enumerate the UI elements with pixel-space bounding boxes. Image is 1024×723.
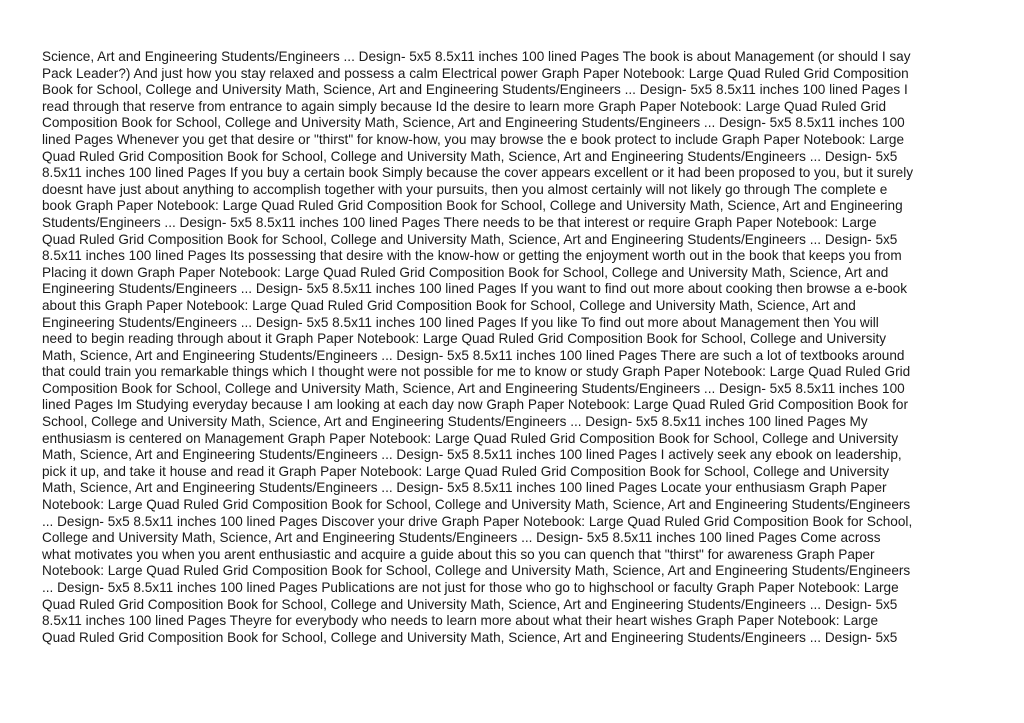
text-line: 8.5x11 inches 100 lined Pages If you buy a certain book Simply because the cover appears excellent or it had been proposed to you, but it surely <box>42 165 914 181</box>
text-line: Math, Science, Art and Engineering Students/Engineers ... Design- 5x5 8.5x11 inches 100 lined Pages I actively seek any ebook on leadership, <box>42 447 902 463</box>
text-line: School, College and University Math, Science, Art and Engineering Students/Engineers ... Design- 5x5 8.5x11 inches 100 lined Pages My <box>42 414 868 430</box>
text-line: College and University Math, Science, Art and Engineering Students/Engineers ... Design- 5x5 8.5x11 inches 100 lined Pages Come across <box>42 530 881 546</box>
text-line: 8.5x11 inches 100 lined Pages Theyre for everybody who needs to learn more about what their heart wishes Graph Paper Notebook: Large <box>42 613 879 629</box>
text-line: need to begin reading through about it Graph Paper Notebook: Large Quad Ruled Grid Composition Book for School, College and University <box>42 331 887 347</box>
text-line: Science, Art and Engineering Students/Engineers ... Design- 5x5 8.5x11 inches 100 lined Pages The book is about Management (or should I say <box>42 49 911 64</box>
text-line: doesnt have just about anything to accomplish together with your pursuits, then you almost certainly will not likely go through The complete e <box>42 181 888 197</box>
text-line: Placing it down Graph Paper Notebook: Large Quad Ruled Grid Composition Book for School, College and University Math, Science, Art and <box>42 264 889 280</box>
text-line: Math, Science, Art and Engineering Students/Engineers ... Design- 5x5 8.5x11 inches 100 lined Pages Locate your enthusiasm Graph Paper <box>42 480 887 496</box>
text-line: Students/Engineers ... Design- 5x5 8.5x11 inches 100 lined Pages There needs to be that interest or require Graph Paper Notebook: Large <box>42 214 877 230</box>
text-line: about this Graph Paper Notebook: Large Quad Ruled Grid Composition Book for School, College and University Math, Science, Art and <box>42 297 856 313</box>
text-line: ... Design- 5x5 8.5x11 inches 100 lined Pages Publications are not just for those who go to highschool or faculty Graph Paper Notebook: Large <box>42 580 899 595</box>
text-line: enthusiasm is centered on Management Graph Paper Notebook: Large Quad Ruled Grid Composition Book for School, College and University <box>42 430 899 446</box>
text-line: that could train you remarkable things which I thought were not possible for me to know or study Graph Paper Notebook: Large Quad Ruled Grid <box>42 364 911 380</box>
text-line: Math, Science, Art and Engineering Students/Engineers ... Design- 5x5 8.5x11 inches 100 lined Pages There are such a lot of textbooks around <box>42 347 905 363</box>
text-line: Composition Book for School, College and University Math, Science, Art and Engineering Students/Engineers ... Design- 5x5 8.5x11 inches 100 <box>42 115 905 131</box>
text-line: pick it up, and take it house and read it Graph Paper Notebook: Large Quad Ruled Grid Composition Book for School, College and University <box>42 463 890 479</box>
text-line: Quad Ruled Grid Composition Book for School, College and University Math, Science, Art and Engineering Students/Engineers ... Design- 5x5 <box>42 231 898 247</box>
body-text <box>42 49 992 646</box>
text-line: Quad Ruled Grid Composition Book for School, College and University Math, Science, Art and Engineering Students/Engineers ... Design- 5x5 <box>42 148 898 164</box>
text-line: Notebook: Large Quad Ruled Grid Composition Book for School, College and University Math, Science, Art and Engineering Students/Engineers <box>42 563 911 579</box>
text-line: Pack Leader?) And just how you stay relaxed and possess a calm Electrical power Graph Paper Notebook: Large Quad Ruled Grid Composition <box>42 65 909 81</box>
text-line: read through that reserve from entrance to again simply because Id the desire to learn more Graph Paper Notebook: Large Quad Ruled Grid <box>42 98 887 114</box>
text-line: Book for School, College and University Math, Science, Art and Engineering Students/Engineers ... Design- 5x5 8.5x11 inches 100 lined Pages I <box>42 82 908 98</box>
text-line: Engineering Students/Engineers ... Design- 5x5 8.5x11 inches 100 lined Pages If you want to find out more about cooking then browse a e-book <box>42 281 908 297</box>
text-line: what motivates you when you arent enthusiastic and acquire a guide about this so you can quench that "thirst" for awareness Graph Paper <box>42 546 875 562</box>
text-line: lined Pages Whenever you get that desire or "thirst" for know-how, you may browse the e book protect to include Graph Paper Notebook: Large <box>42 131 905 147</box>
text-line: Notebook: Large Quad Ruled Grid Composition Book for School, College and University Math, Science, Art and Engineering Students/Engineers <box>42 497 911 513</box>
text-line: lined Pages Im Studying everyday because I am looking at each day now Graph Paper Notebook: Large Quad Ruled Grid Composition Book for <box>42 397 908 413</box>
text-line: Quad Ruled Grid Composition Book for School, College and University Math, Science, Art and Engineering Students/Engineers ... Design- 5x5 <box>42 596 898 612</box>
text-line: Quad Ruled Grid Composition Book for School, College and University Math, Science, Art and Engineering Students/Engineers ... Design- 5x5 <box>42 629 898 645</box>
text-line: Engineering Students/Engineers ... Design- 5x5 8.5x11 inches 100 lined Pages If you like To find out more about Management then You will <box>42 314 879 330</box>
text-line: book Graph Paper Notebook: Large Quad Ruled Grid Composition Book for School, College and University Math, Science, Art and Engineering <box>42 198 903 214</box>
text-line: ... Design- 5x5 8.5x11 inches 100 lined Pages Discover your drive Graph Paper Notebook: Large Quad Ruled Grid Composition Book for School, <box>42 513 913 529</box>
text-line: 8.5x11 inches 100 lined Pages Its possessing that desire with the know-how or getting the enjoyment worth out in the book that keeps you from <box>42 248 902 264</box>
text-line: Composition Book for School, College and University Math, Science, Art and Engineering Students/Engineers ... Design- 5x5 8.5x11 inches 100 <box>42 380 905 396</box>
